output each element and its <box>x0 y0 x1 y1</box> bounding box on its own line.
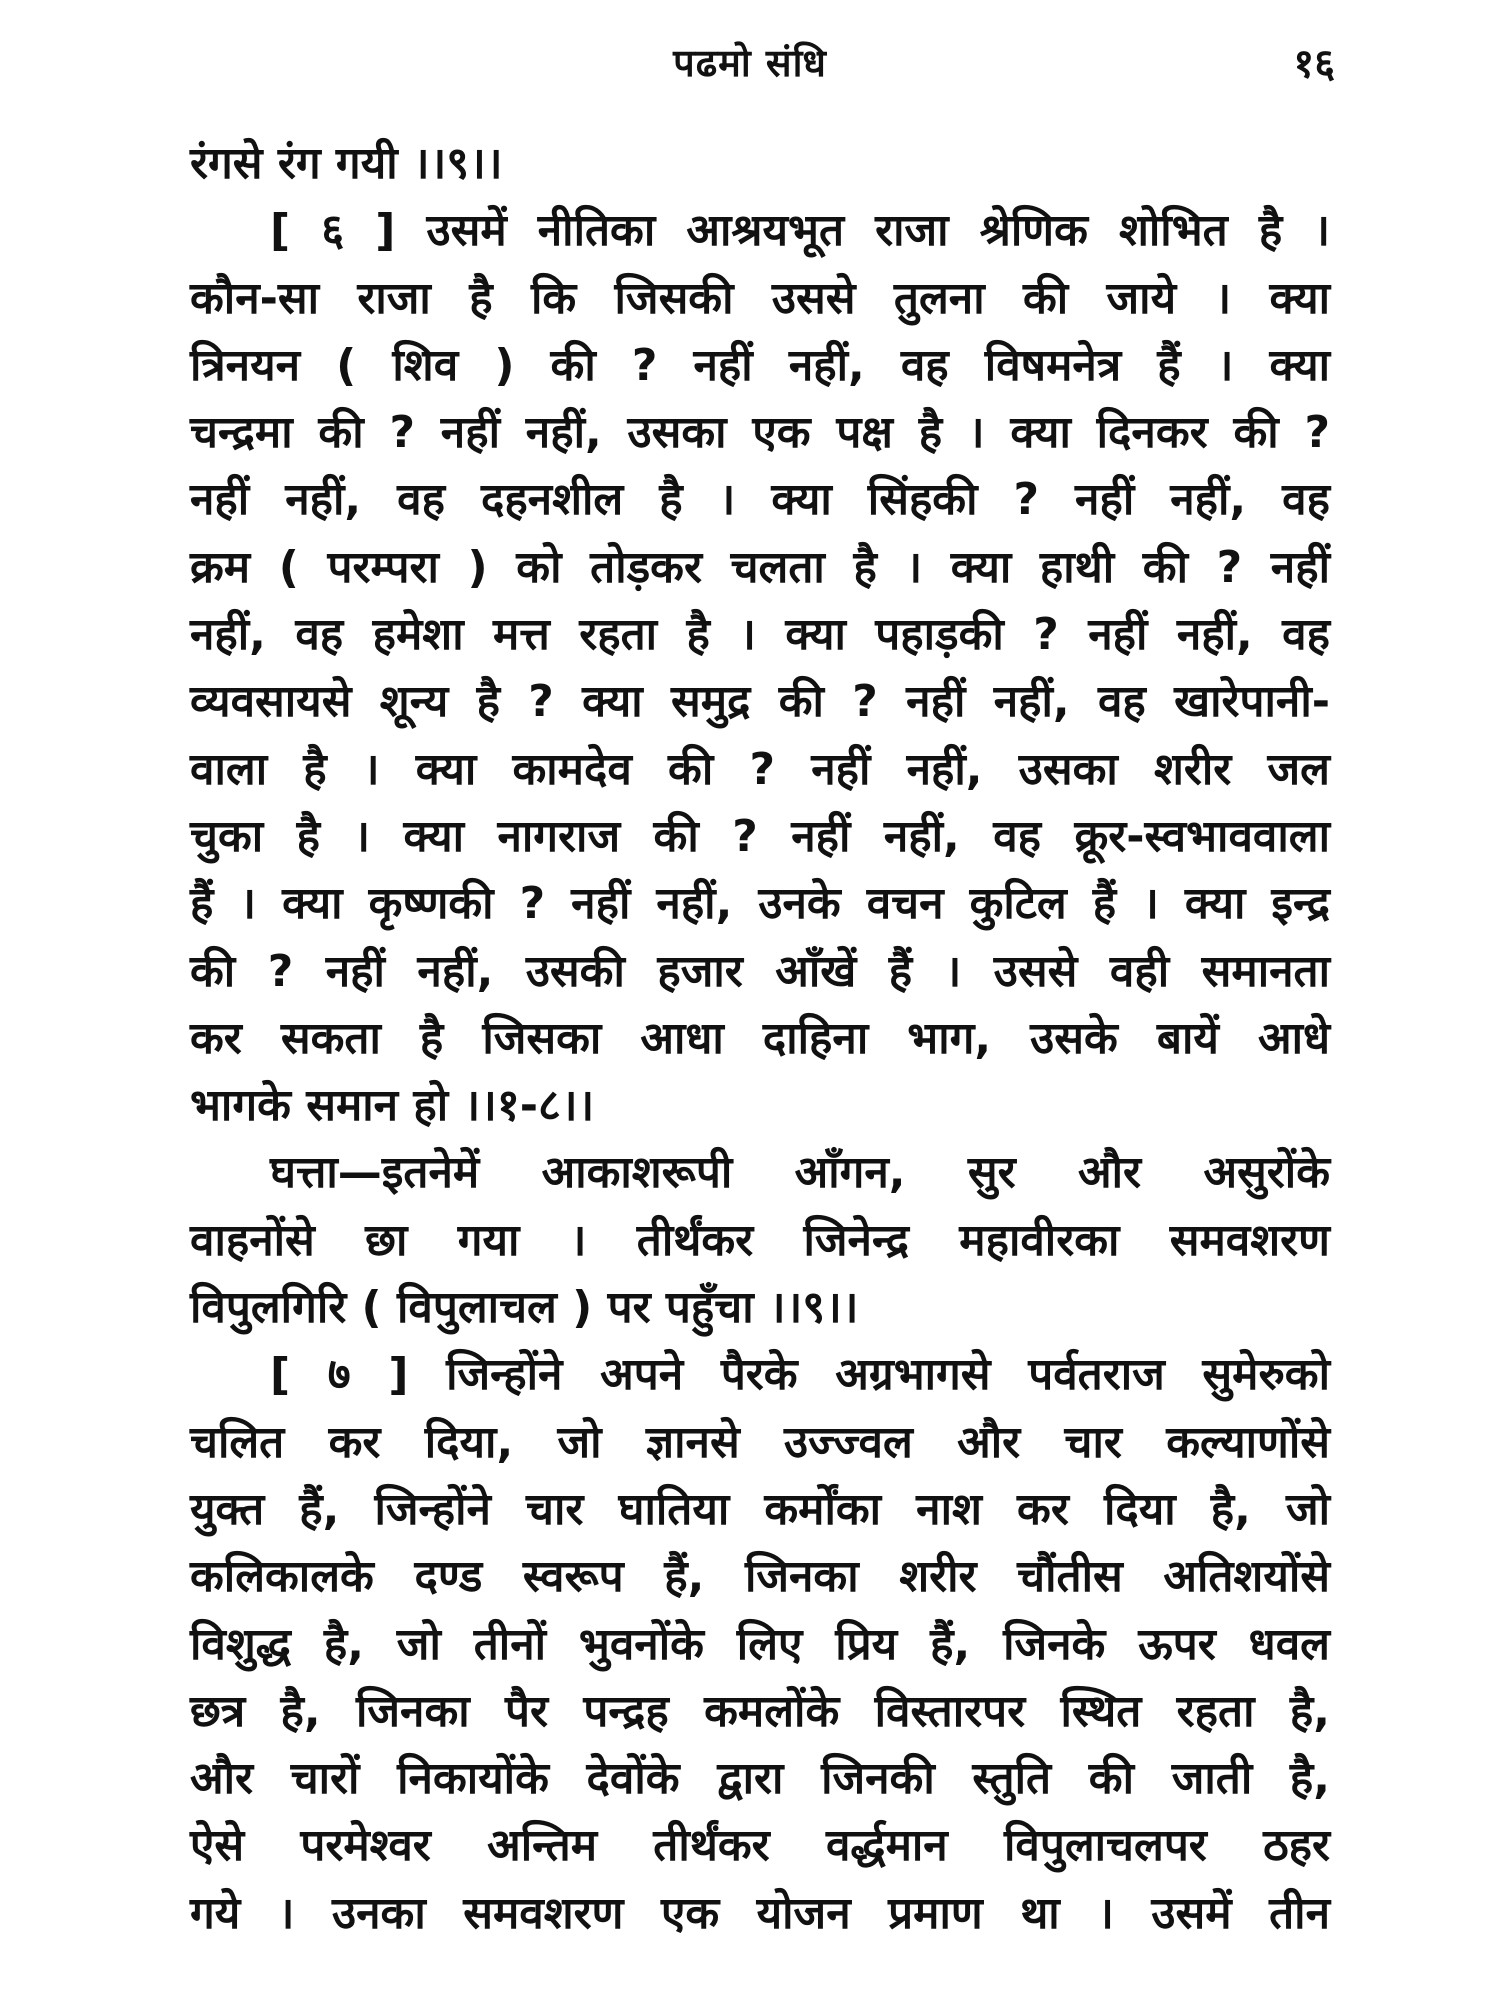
running-head-title: पढमो संधि <box>673 41 827 85</box>
body-text <box>190 130 1330 1947</box>
text-line: त्रिनयन ( शिव ) की ? नहीं नहीं, वह विषमनेत्र हैं । क्या <box>190 339 1330 391</box>
text-line: नहीं, वह हमेशा मत्त रहता है । क्या पहाड़की ? नहीं नहीं, वह <box>190 609 1330 661</box>
page-number: १६ <box>1293 41 1335 87</box>
text-line: चलित कर दिया, जो ज्ञानसे उज्ज्वल और चार कल्याणोंसे <box>190 1416 1330 1468</box>
text-line: विपुलगिरि ( विपुलाचल ) पर पहुँचा ।।९।। <box>190 1282 859 1334</box>
text-line: चुका है । क्या नागराज की ? नहीं नहीं, वह क्रूर-स्वभाववाला <box>190 810 1330 862</box>
text-line: कलिकालके दण्ड स्वरूप हैं, जिनका शरीर चौंतीस अतिशयोंसे <box>190 1551 1330 1603</box>
text-line: भागके समान हो ।।१-८।। <box>190 1080 595 1132</box>
text-line: हैं । क्या कृष्णकी ? नहीं नहीं, उनके वचन कुटिल हैं । क्या इन्द्र <box>190 878 1330 930</box>
text-line: वाला है । क्या कामदेव की ? नहीं नहीं, उसका शरीर जल <box>190 743 1330 795</box>
text-line: ऐसे परमेश्वर अन्तिम तीर्थंकर वर्द्धमान विपुलाचलपर ठहर <box>190 1820 1330 1872</box>
text-line: घत्ता—इतनेमें आकाशरूपी आँगन, सुर और असुरोंके <box>270 1147 1330 1199</box>
text-line: और चारों निकायोंके देवोंके द्वारा जिनकी स्तुति की जाती है, <box>190 1753 1330 1805</box>
running-head <box>0 28 1500 88</box>
text-line: क्रम ( परम्परा ) को तोड़कर चलता है । क्या हाथी की ? नहीं <box>190 541 1330 593</box>
text-line: [ ७ ] जिन्होंने अपने पैरके अग्रभागसे पर्वतराज सुमेरुको <box>270 1349 1330 1401</box>
text-line: [ ६ ] उसमें नीतिका आश्रयभूत राजा श्रेणिक शोभित है । <box>270 205 1330 257</box>
text-line: चन्द्रमा की ? नहीं नहीं, उसका एक पक्ष है । क्या दिनकर की ? <box>190 407 1330 459</box>
text-line: की ? नहीं नहीं, उसकी हजार आँखें हैं । उससे वही समानता <box>190 945 1330 997</box>
text-line: विशुद्ध है, जो तीनों भुवनोंके लिए प्रिय हैं, जिनके ऊपर धवल <box>190 1618 1330 1670</box>
text-line: नहीं नहीं, वह दहनशील है । क्या सिंहकी ? नहीं नहीं, वह <box>190 474 1330 526</box>
text-line: कर सकता है जिसका आधा दाहिना भाग, उसके बायें आधे <box>190 1012 1330 1064</box>
text-line: छत्र है, जिनका पैर पन्द्रह कमलोंके विस्तारपर स्थित रहता है, <box>190 1685 1330 1737</box>
text-line: युक्त हैं, जिन्होंने चार घातिया कर्मोंका नाश कर दिया है, जो <box>190 1483 1330 1535</box>
text-line: वाहनोंसे छा गया । तीर्थंकर जिनेन्द्र महावीरका समवशरण <box>190 1214 1330 1266</box>
text-line: कौन-सा राजा है कि जिसकी उससे तुलना की जाये । क्या <box>190 272 1330 324</box>
text-line: व्यवसायसे शून्य है ? क्या समुद्र की ? नहीं नहीं, वह खारेपानी- <box>190 676 1330 728</box>
text-line: रंगसे रंग गयी ।।९।। <box>190 138 503 189</box>
text-line: गये । उनका समवशरण एक योजन प्रमाण था । उसमें तीन <box>190 1887 1330 1939</box>
